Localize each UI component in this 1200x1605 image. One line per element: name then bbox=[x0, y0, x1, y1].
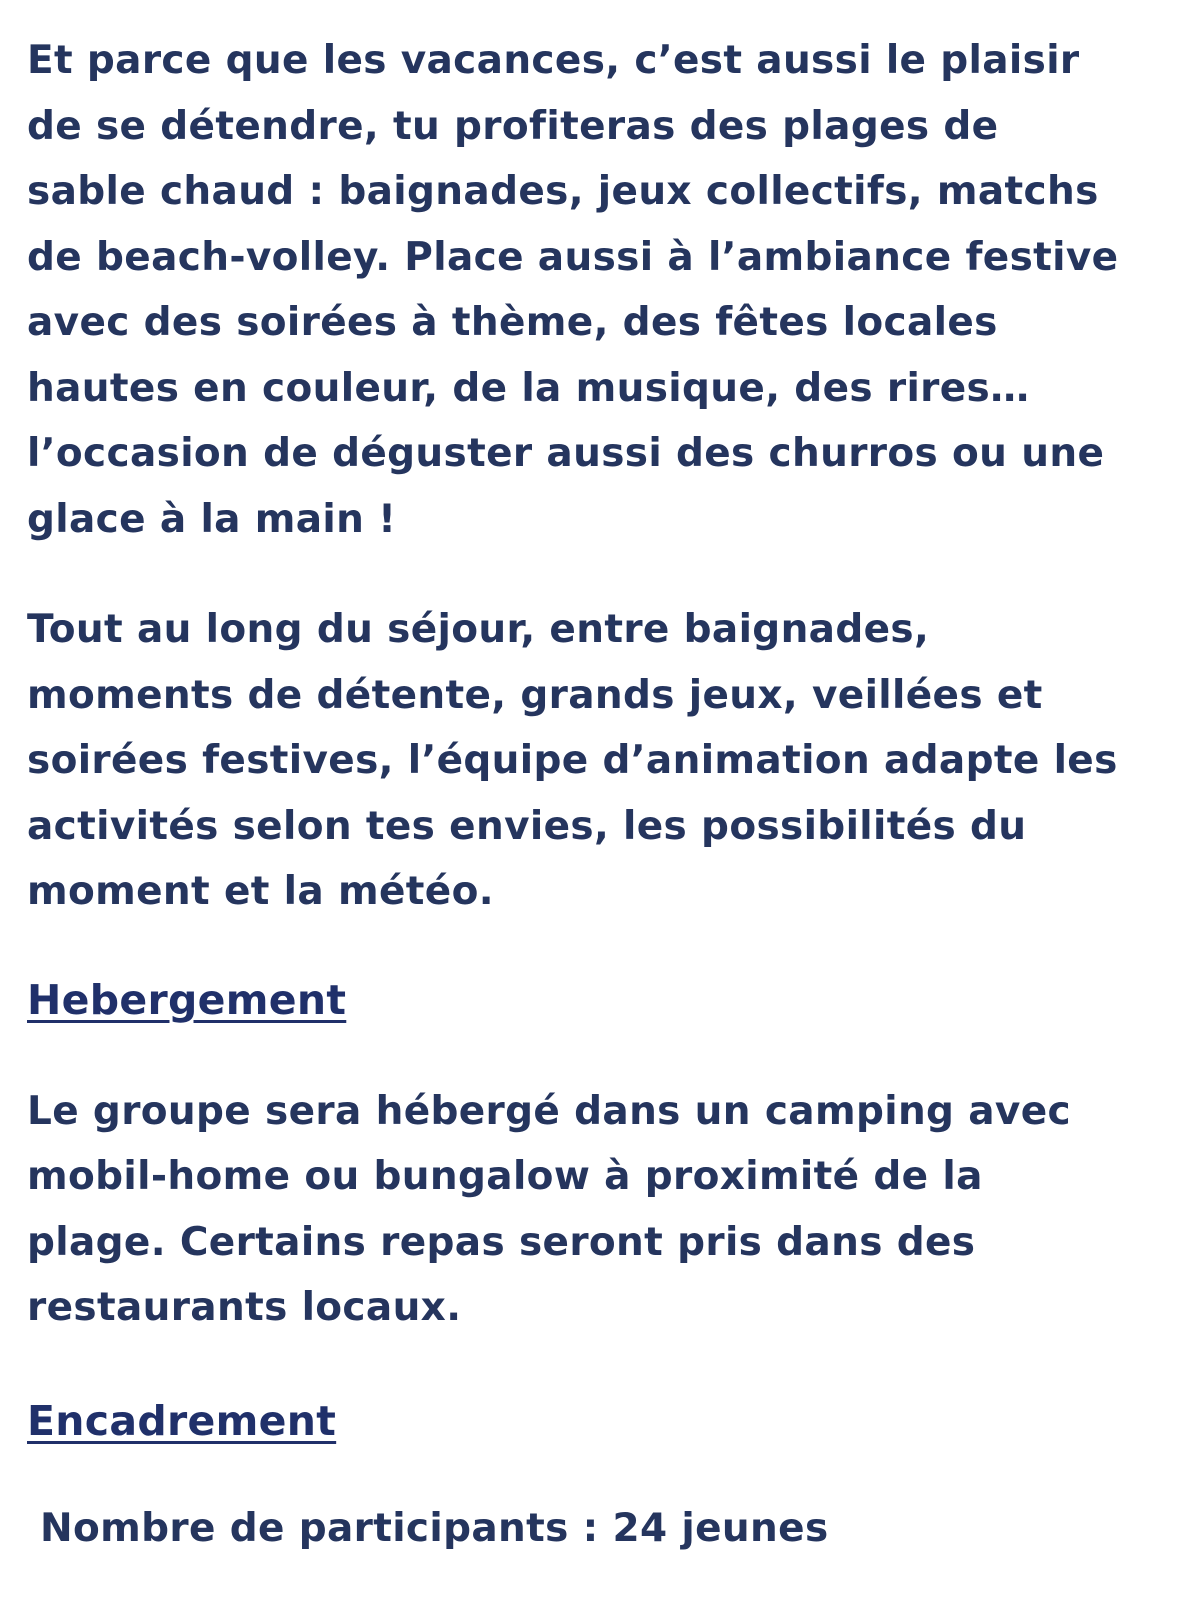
text-line: Le groupe sera hébergé dans un camping avec bbox=[27, 1088, 1071, 1134]
text-line: hautes en couleur, de la musique, des rires… bbox=[27, 365, 1030, 411]
text-line: sable chaud : baignades, jeux collectifs, matchs bbox=[27, 169, 1099, 214]
text-line: moments de détente, grands jeux, veillées et bbox=[27, 672, 1043, 718]
paragraph-activities bbox=[27, 28, 1177, 552]
text-line: de se détendre, tu profiteras des plages de bbox=[27, 103, 999, 149]
document-body bbox=[27, 28, 1177, 1561]
text-line: Et parce que les vacances, c’est aussi le plaisir bbox=[27, 38, 1080, 83]
text-line: restaurants locaux. bbox=[27, 1285, 462, 1330]
text-line: de beach-volley. Place aussi à l’ambiance festive bbox=[27, 234, 1119, 280]
text-line: Tout au long du séjour, entre baignades, bbox=[27, 607, 930, 652]
text-line: glace à la main ! bbox=[27, 496, 397, 542]
text-line: mobil-home ou bungalow à proximité de la bbox=[27, 1154, 983, 1199]
section-heading-encadrement: Encadrement bbox=[27, 1396, 337, 1445]
text-line: Nombre de participants : 24 jeunes bbox=[40, 1505, 829, 1551]
text-line: plage. Certains repas seront pris dans des bbox=[27, 1219, 976, 1265]
text-line: l’occasion de déguster aussi des churros ou une bbox=[27, 431, 1105, 476]
participants-count bbox=[27, 1496, 1177, 1562]
text-line: avec des soirées à thème, des fêtes locales bbox=[27, 300, 998, 345]
text-line: moment et la météo. bbox=[27, 869, 494, 914]
text-line: activités selon tes envies, les possibilités du bbox=[27, 803, 1027, 849]
section-heading-hebergement: Hebergement bbox=[27, 975, 347, 1024]
paragraph-animation bbox=[27, 597, 1177, 925]
paragraph-hebergement bbox=[27, 1079, 1177, 1341]
text-line: soirées festives, l’équipe d’animation adapte les bbox=[27, 738, 1118, 783]
